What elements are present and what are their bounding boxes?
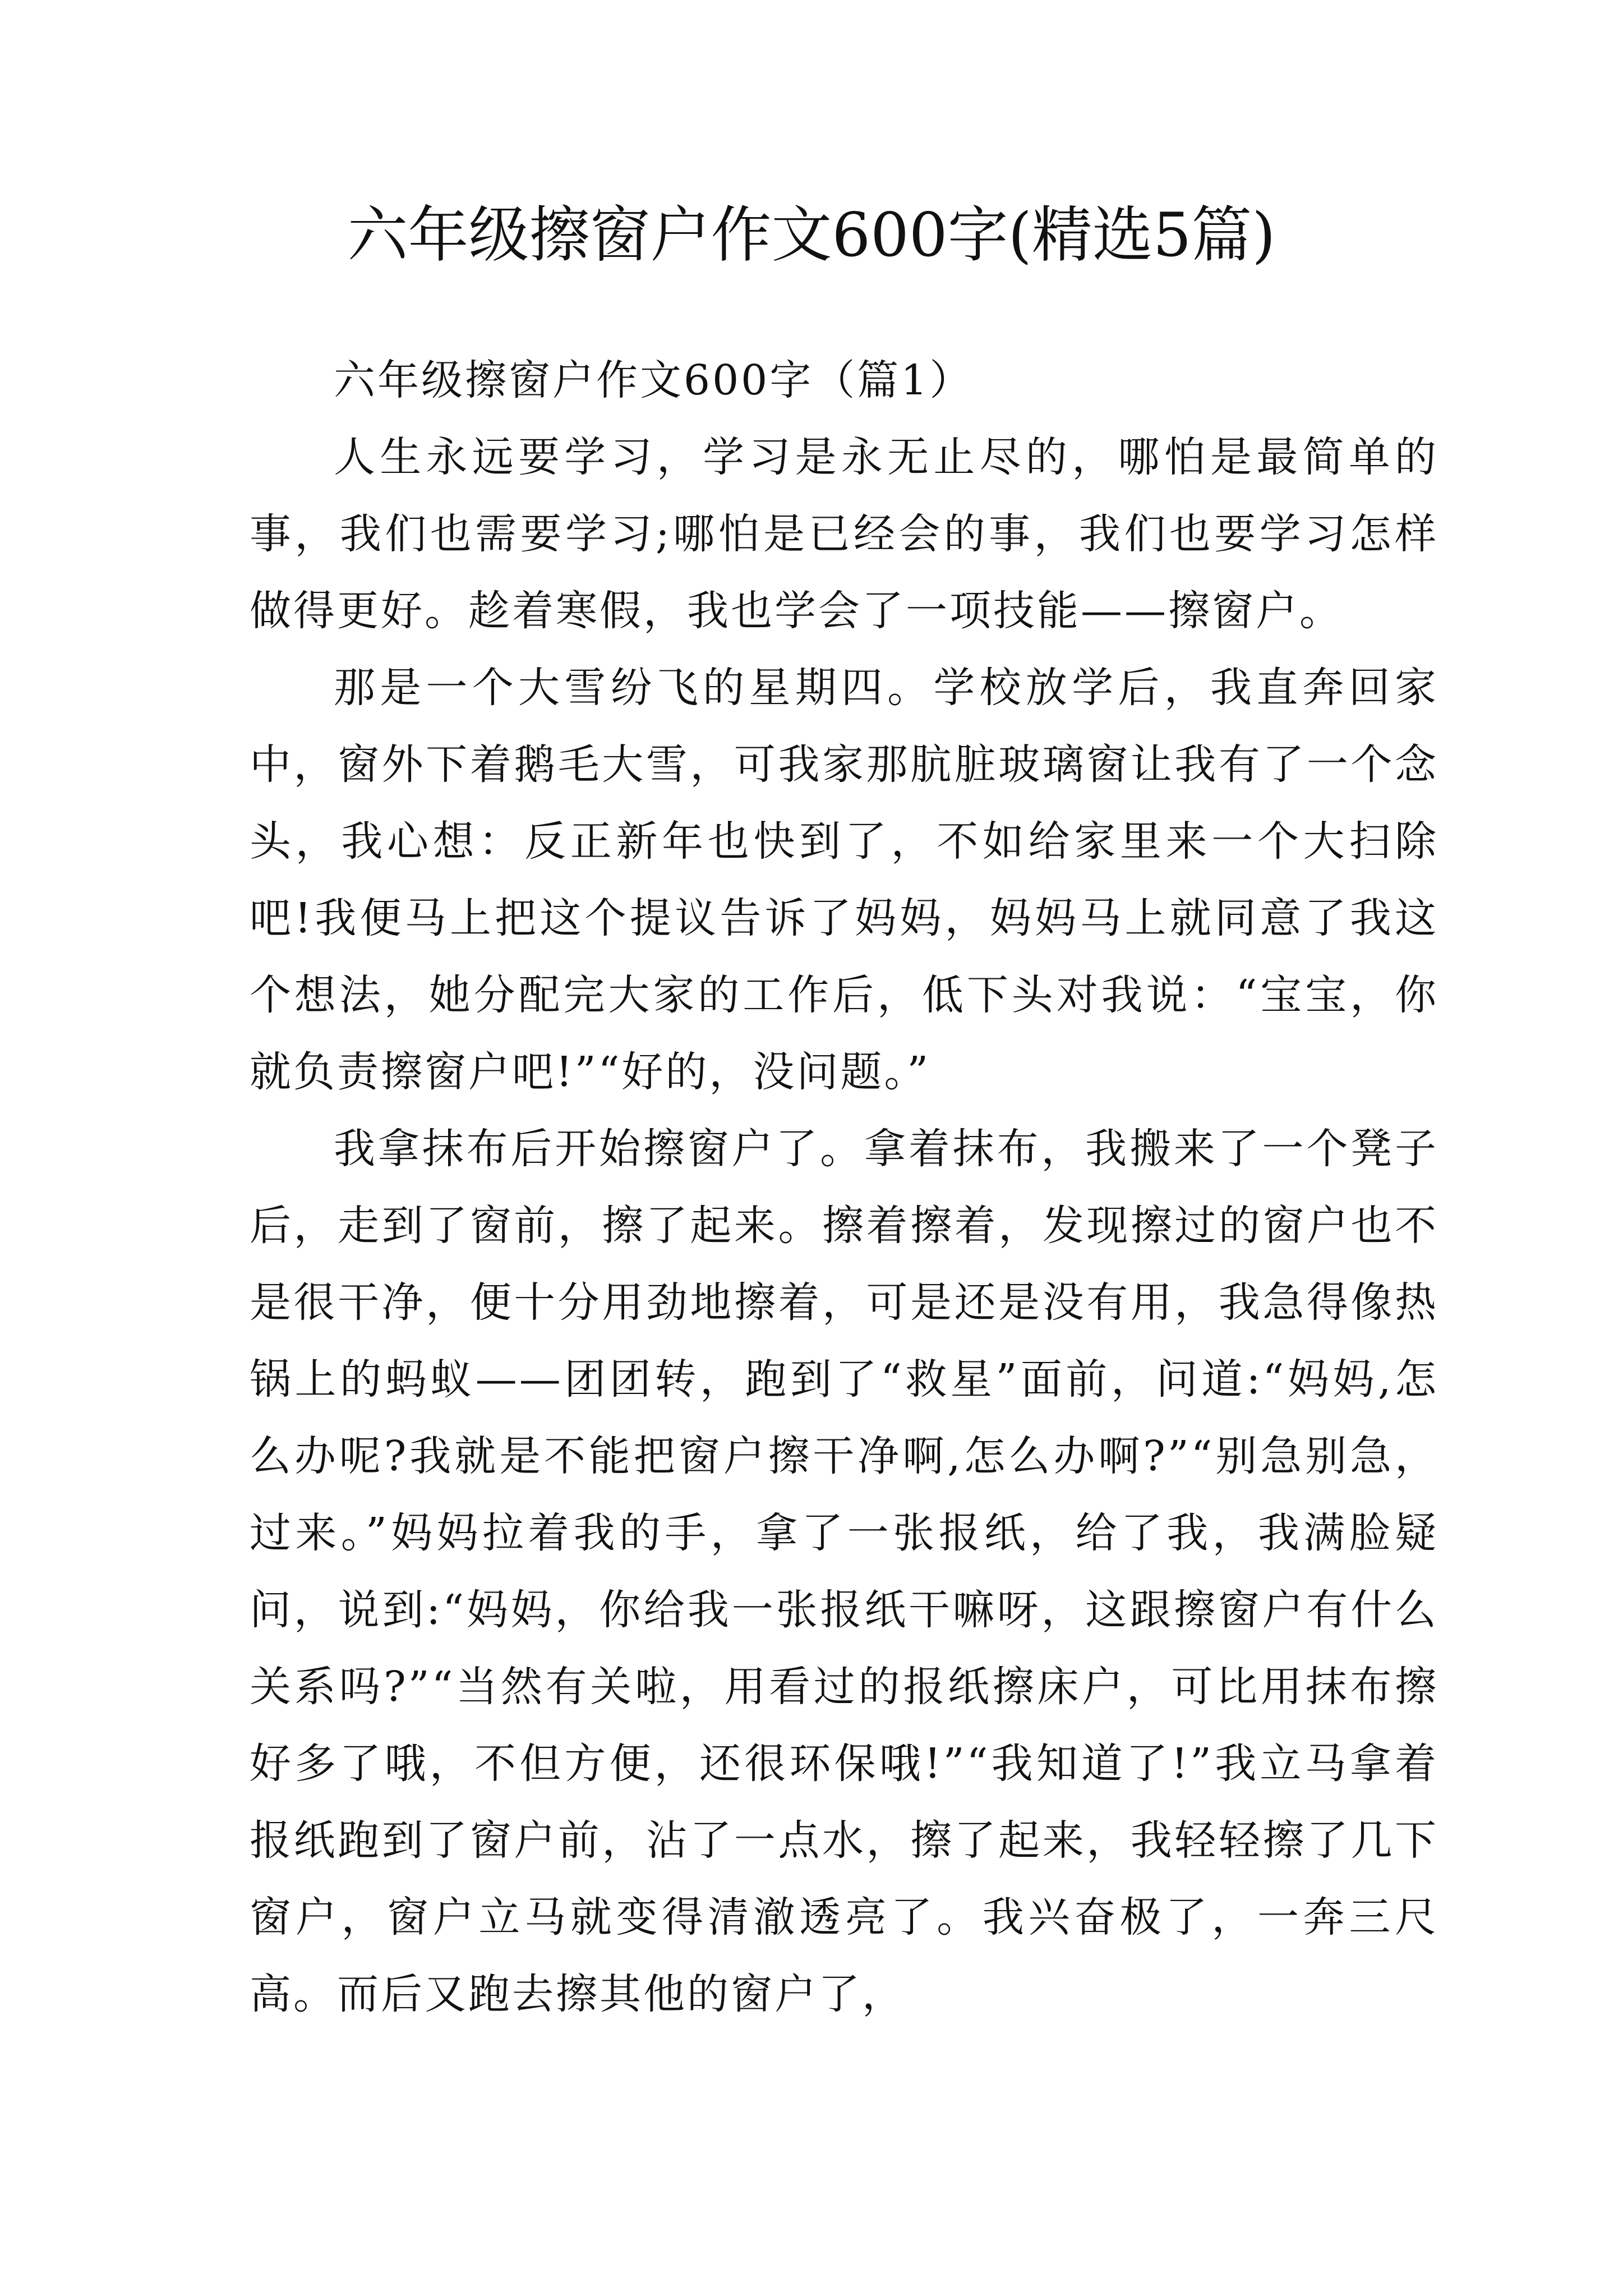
document-body bbox=[250, 342, 1438, 2033]
section-heading: 六年级擦窗户作文600字（篇1） bbox=[334, 356, 974, 404]
paragraph-2: 那是一个大雪纷飞的星期四。学校放学后，我直奔回家中，窗外下着鹅毛大雪，可我家那肮脏玻璃窗让我有了一个念头，我心想：反正新年也快到了，不如给家里来一个大扫除吧!我便马上把这个提议告诉了妈妈，妈妈马上就同意了我这个想法，她分配完大家的工作后，低下头对我说：“宝宝，你就负责擦窗户吧!”“好的，没问题。” bbox=[250, 664, 1438, 1096]
paragraph-3: 我拿抹布后开始擦窗户了。拿着抹布，我搬来了一个凳子后，走到了窗前，擦了起来。擦着擦着，发现擦过的窗户也不是很干净，便十分用劲地擦着，可是还是没有用，我急得像热锅上的蚂蚁——团团转，跑到了“救星”面前，问道:“妈妈,怎么办呢?我就是不能把窗户擦干净啊,怎么办啊?”“别急别急，过来。”妈妈拉着我的手，拿了一张报纸，给了我，我满脸疑问，说到:“妈妈，你给我一张报纸干嘛呀，这跟擦窗户有什么关系吗?”“当然有关啦，用看过的报纸擦床户，可比用抹布擦好多了哦，不但方便，还很环保哦!”“我知道了!”我立马拿着报纸跑到了窗户前，沾了一点水，擦了起来，我轻轻擦了几下窗户，窗户立马就变得清澈透亮了。我兴奋极了，一奔三尺高。而后又跑去擦其他的窗户了， bbox=[250, 1125, 1438, 2018]
paragraph-1: 人生永远要学习，学习是永无止尽的，哪怕是最简单的事，我们也需要学习;哪怕是已经会的事，我们也要学习怎样做得更好。趁着寒假，我也学会了一项技能——擦窗户。 bbox=[250, 433, 1438, 635]
document-title: 六年级擦窗户作文600字(精选5篇) bbox=[347, 200, 1276, 270]
